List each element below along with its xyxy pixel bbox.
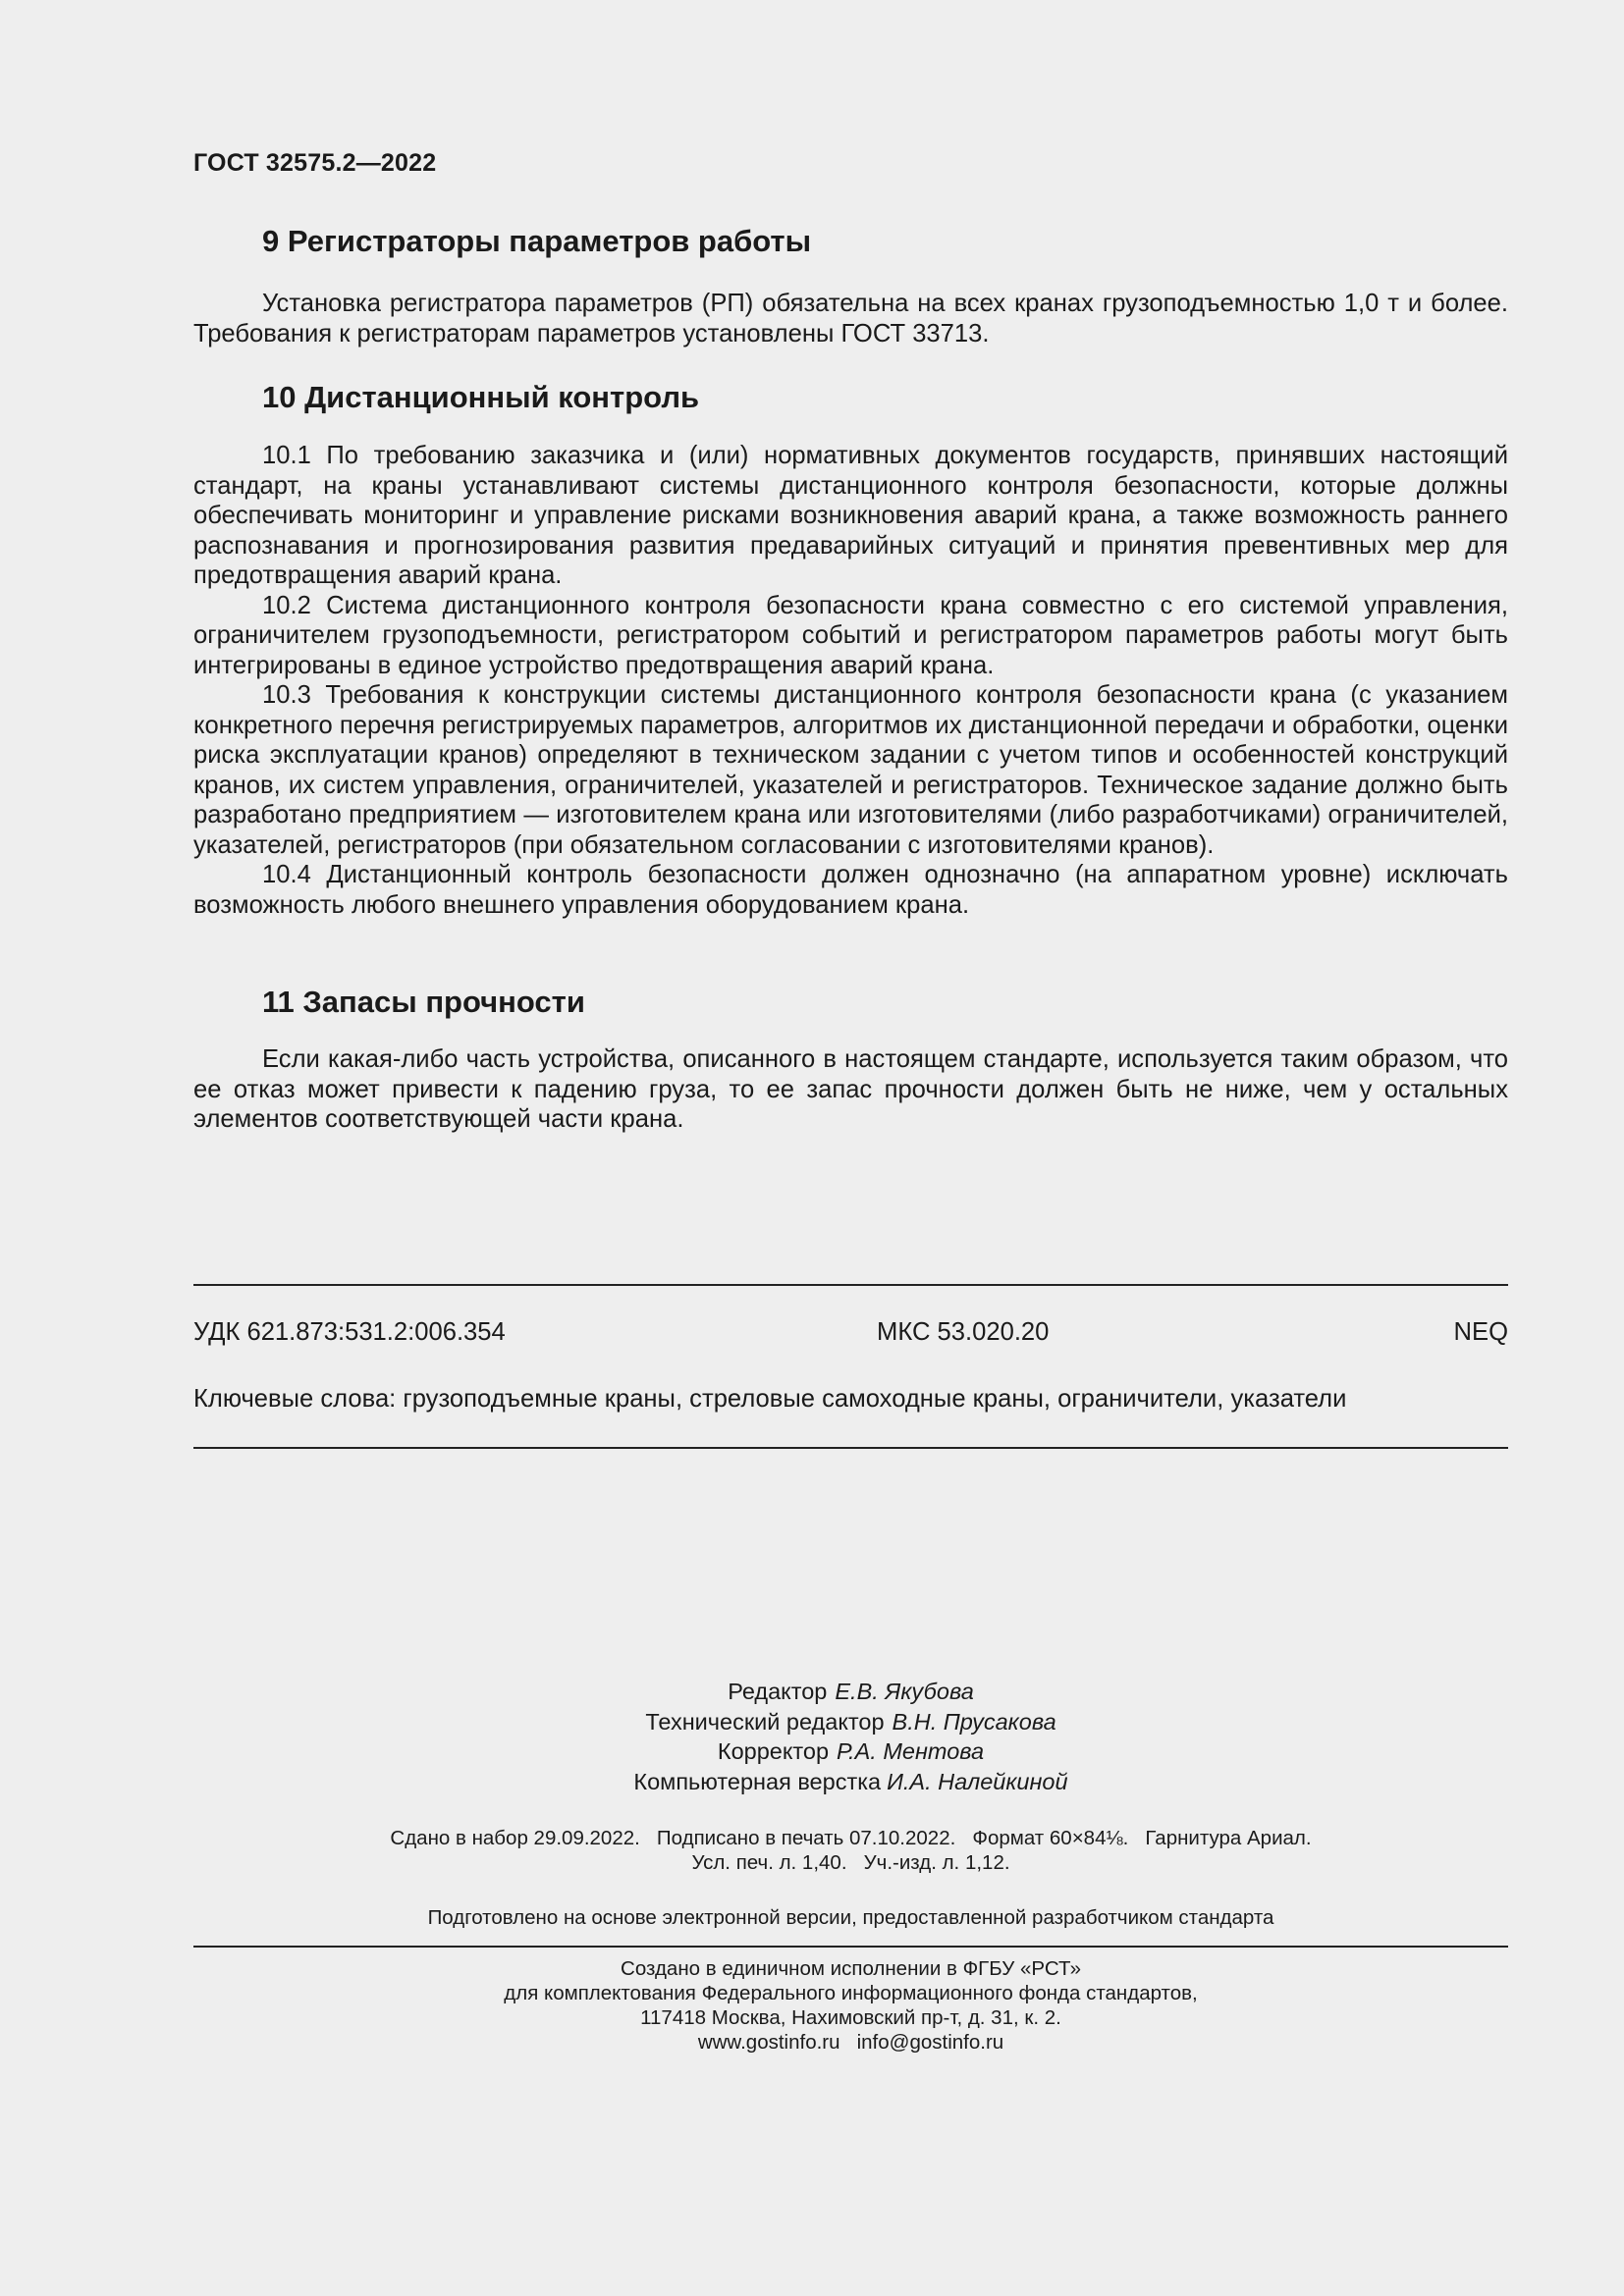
divider-footer [193,1946,1508,1948]
editor-line: Редактор Е.В. Якубова [728,1679,974,1704]
mks-code: МКС 53.020.20 [877,1318,1050,1346]
tech-editor-line: Технический редактор В.Н. Прусакова [645,1708,1056,1735]
tech-editor-name: В.Н. Прусакова [892,1708,1056,1735]
paragraph-10-1: 10.1 По требованию заказчика и (или) нормативных документов государств, принявших настоящий стандарт, на краны устанавливают системы дистанционного контроля безопасности, которые должны обеспечивать мониторинг и управление рисками возникновения аварий крана, а также возможность раннего распознавания и прогнозирования развития предаварийных ситуаций и принятия превентивных мер для предотвращения аварий крана. [193,442,1508,589]
paragraph-10-3: 10.3 Требования к конструкции системы дистанционного контроля безопасности крана (с указанием конкретного перечня регистрируемых параметров, алгоритмов их дистанционной передачи и обработки, оценки риска эксплуатации кранов) определяют в техническом задании с учетом типов и особенностей конструкций кранов, их систем управления, ограничителей, указателей и регистраторов. Техническое задание должно быть разработано предприятием — изготовителем крана или изготовителями (либо разработчиками) ограничителей, указателей, регистраторов (при обязательном согласовании с изготовителями кранов). [193,681,1508,859]
section-10-title: 10 Дистанционный контроль [262,380,700,414]
print-info-line: Усл. печ. л. 1,40. Уч.-изд. л. 1,12. [691,1851,1010,1874]
section-9-title: 9 Регистраторы параметров работы [262,224,812,258]
document-page [193,0,1508,2296]
credits-block [193,1677,1508,1796]
divider-top [193,1284,1508,1286]
footer-links: www.gostinfo.ru info@gostinfo.ru [697,2031,1004,2054]
keywords: Ключевые слова: грузоподъемные краны, стреловые самоходные краны, ограничители, указатели [193,1385,1347,1413]
editor-name: Е.В. Якубова [835,1679,974,1704]
footer-line: Создано в единичном исполнении в ФГБУ «РСТ» [621,1957,1081,1980]
section-10-body [193,441,1508,920]
corrector-name: Р.А. Ментова [837,1738,985,1764]
paragraph: Если какая-либо часть устройства, описанного в настоящем стандарте, используется таким образом, что ее отказ может привести к падению груза, то ее запас прочности должен быть не ниже, чем у остальных элементов соответствующей части крана. [193,1045,1508,1133]
document-code: ГОСТ 32575.2—2022 [193,149,437,177]
paragraph-10-4: 10.4 Дистанционный контроль безопасности должен однозначно (на аппаратном уровне) исключать возможность любого внешнего управления оборудованием крана. [193,861,1508,919]
divider-bottom [193,1447,1508,1449]
layout-name: И.А. Налейкиной [887,1768,1068,1794]
footer-line: 117418 Москва, Нахимовский пр-т, д. 31, к. 2. [640,2006,1061,2029]
neq-label: NEQ [1453,1318,1508,1346]
section-11-body [193,1044,1508,1135]
publisher-footer [193,1956,1508,2055]
paragraph: Установка регистратора параметров (РП) обязательна на всех кранах грузоподъемностью 1,0 т и более. Требования к регистраторам параметров установлены ГОСТ 33713. [193,290,1508,347]
section-9-body [193,289,1508,348]
footer-line: для комплектования Федерального информационного фонда стандартов, [504,1982,1198,2004]
udk-code: УДК 621.873:531.2:006.354 [193,1318,506,1346]
corrector-line: Корректор Р.А. Ментова [717,1738,985,1764]
print-info [193,1826,1508,1875]
section-11-title: 11 Запасы прочности [262,985,585,1019]
prepared-note: Подготовлено на основе электронной версии, предоставленной разработчиком стандарта [427,1906,1274,1929]
layout-line: Компьютерная верстка И.А. Налейкиной [633,1768,1068,1794]
paragraph-10-2: 10.2 Система дистанционного контроля безопасности крана совместно с его системой управления, ограничителем грузоподъемности, регистратором событий и регистратором параметров работы могут быть интегрированы в единое устройство предотвращения аварий крана. [193,591,1508,679]
classification-row [193,1318,1508,1350]
print-info-line: Сдано в набор 29.09.2022. Подписано в печать 07.10.2022. Формат 60×84⅛. Гарнитура Ариал. [390,1827,1312,1849]
